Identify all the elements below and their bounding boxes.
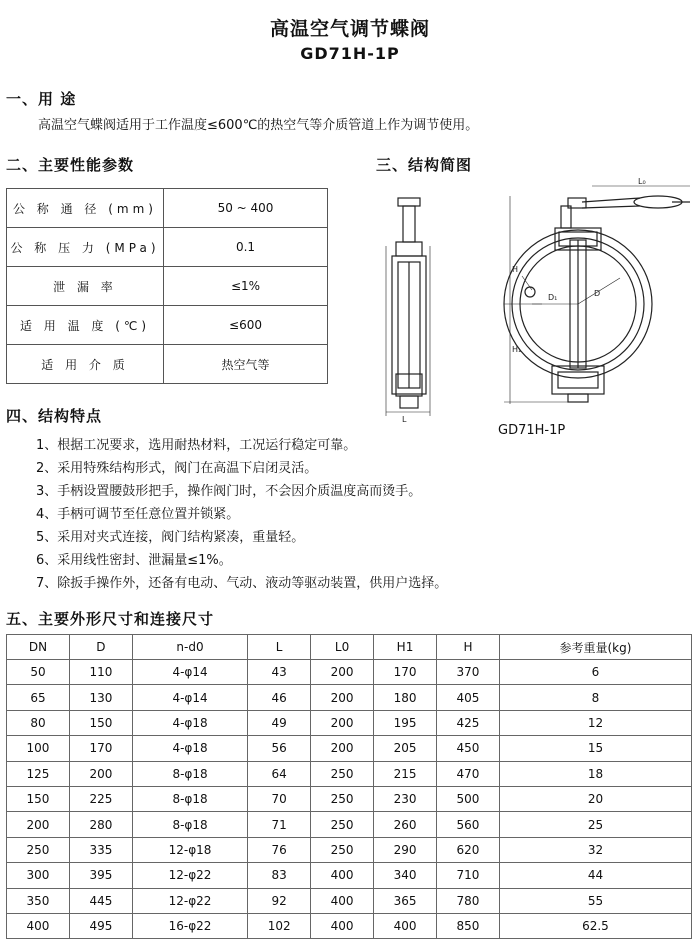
table-cell: 49: [248, 710, 311, 735]
table-cell: 18: [499, 761, 691, 786]
table-row: [7, 345, 328, 384]
table-cell: 560: [436, 812, 499, 837]
performance-table: [6, 188, 328, 384]
table-row: [7, 660, 692, 685]
feature-item: 5、采用对夹式连接，阀门结构紧凑，重量轻。: [36, 530, 305, 545]
feature-item: 6、采用线性密封、泄漏量≤1%。: [36, 553, 232, 568]
table-cell: 200: [311, 710, 374, 735]
table-cell: 125: [7, 761, 70, 786]
table-cell: 260: [374, 812, 437, 837]
column-header: 参考重量(kg): [499, 635, 691, 660]
table-cell: 400: [311, 888, 374, 913]
table-cell: 64: [248, 761, 311, 786]
table-cell: 12-φ18: [132, 837, 247, 862]
table-cell: 450: [436, 736, 499, 761]
table-cell: 200: [69, 761, 132, 786]
column-header: DN: [7, 635, 70, 660]
table-cell: 445: [69, 888, 132, 913]
dim-label-h: H: [512, 265, 519, 274]
parameter-label: 公 称 通 径 (mm): [7, 189, 164, 228]
column-header: L: [248, 635, 311, 660]
table-cell: 250: [311, 786, 374, 811]
table-cell: 170: [69, 736, 132, 761]
table-cell: 4-φ18: [132, 710, 247, 735]
table-cell: 365: [374, 888, 437, 913]
table-cell: 850: [436, 913, 499, 938]
table-cell: 500: [436, 786, 499, 811]
table-cell: 65: [7, 685, 70, 710]
table-row: [7, 189, 328, 228]
table-cell: 280: [69, 812, 132, 837]
parameter-value: 0.1: [164, 228, 328, 267]
feature-item: 1、根据工况要求，选用耐热材料，工况运行稳定可靠。: [36, 438, 357, 453]
table-cell: 780: [436, 888, 499, 913]
table-cell: 225: [69, 786, 132, 811]
table-cell: 340: [374, 863, 437, 888]
parameter-label: 适 用 温 度 (℃): [7, 306, 164, 345]
table-cell: 92: [248, 888, 311, 913]
parameter-value: ≤600: [164, 306, 328, 345]
parameter-label: 公 称 压 力 (MPa): [7, 228, 164, 267]
table-cell: 200: [7, 812, 70, 837]
table-cell: 400: [311, 913, 374, 938]
table-cell: 4-φ14: [132, 660, 247, 685]
table-cell: 195: [374, 710, 437, 735]
dimensions-table: [6, 634, 692, 939]
table-row: [7, 306, 328, 345]
table-row: [7, 710, 692, 735]
table-cell: 200: [311, 736, 374, 761]
parameter-value: 热空气等: [164, 345, 328, 384]
table-cell: 44: [499, 863, 691, 888]
section-heading-diagram: 三、结构简图: [376, 156, 473, 174]
parameter-label: 适 用 介 质: [7, 345, 164, 384]
table-cell: 76: [248, 837, 311, 862]
table-cell: 102: [248, 913, 311, 938]
table-cell: 25: [499, 812, 691, 837]
section-heading-dimensions: 五、主要外形尺寸和连接尺寸: [6, 610, 215, 628]
table-cell: 8-φ18: [132, 812, 247, 837]
table-cell: 46: [248, 685, 311, 710]
table-row: [7, 228, 328, 267]
parameter-value: 50 ~ 400: [164, 189, 328, 228]
table-cell: 32: [499, 837, 691, 862]
table-cell: 400: [7, 913, 70, 938]
table-cell: 12: [499, 710, 691, 735]
usage-text: 高温空气蝶阀适用于工作温度≤600℃的热空气等介质管道上作为调节使用。: [38, 118, 479, 133]
table-cell: 150: [7, 786, 70, 811]
table-cell: 20: [499, 786, 691, 811]
table-cell: 230: [374, 786, 437, 811]
section-heading-features: 四、结构特点: [6, 407, 103, 425]
table-row: [7, 267, 328, 306]
document-title: 高温空气调节蝶阀: [269, 18, 430, 40]
table-cell: 15: [499, 736, 691, 761]
table-cell: 50: [7, 660, 70, 685]
table-cell: 70: [248, 786, 311, 811]
section-heading-usage: 一、用 途: [6, 90, 77, 108]
section-heading-performance: 二、主要性能参数: [6, 156, 135, 174]
column-header: D: [69, 635, 132, 660]
table-cell: 80: [7, 710, 70, 735]
dim-label-d1: D₁: [548, 293, 558, 302]
table-cell: 56: [248, 736, 311, 761]
table-cell: 12-φ22: [132, 863, 247, 888]
table-cell: 62.5: [499, 913, 691, 938]
table-cell: 110: [69, 660, 132, 685]
table-row: [7, 837, 692, 862]
model-number: GD71H-1P: [300, 44, 400, 63]
table-cell: 620: [436, 837, 499, 862]
table-cell: 370: [436, 660, 499, 685]
dim-label-d: D: [594, 289, 601, 298]
dim-label-side-l: L: [402, 415, 407, 424]
table-cell: 250: [311, 761, 374, 786]
table-cell: 400: [311, 863, 374, 888]
table-cell: 215: [374, 761, 437, 786]
table-row: [7, 761, 692, 786]
table-cell: 250: [7, 837, 70, 862]
column-header: L0: [311, 635, 374, 660]
table-cell: 130: [69, 685, 132, 710]
table-cell: 150: [69, 710, 132, 735]
table-row: [7, 913, 692, 938]
table-cell: 55: [499, 888, 691, 913]
table-cell: 200: [311, 685, 374, 710]
table-cell: 4-φ14: [132, 685, 247, 710]
table-cell: 170: [374, 660, 437, 685]
table-cell: 8: [499, 685, 691, 710]
table-cell: 6: [499, 660, 691, 685]
table-cell: 8-φ18: [132, 786, 247, 811]
diagram-caption: GD71H-1P: [498, 423, 566, 438]
table-cell: 205: [374, 736, 437, 761]
table-cell: 16-φ22: [132, 913, 247, 938]
dim-label-l: L₀: [638, 177, 646, 186]
table-cell: 290: [374, 837, 437, 862]
column-header: H: [436, 635, 499, 660]
table-row: [7, 786, 692, 811]
table-cell: 335: [69, 837, 132, 862]
table-row: [7, 888, 692, 913]
structure-diagram: [372, 176, 694, 426]
feature-item: 2、采用特殊结构形式，阀门在高温下启闭灵活。: [36, 461, 318, 476]
dim-label-h1: H₁: [512, 345, 522, 354]
table-row: [7, 812, 692, 837]
table-cell: 4-φ18: [132, 736, 247, 761]
column-header: H1: [374, 635, 437, 660]
table-row: [7, 736, 692, 761]
side-view-drawing: [386, 198, 430, 416]
table-row: [7, 863, 692, 888]
table-cell: 470: [436, 761, 499, 786]
feature-item: 3、手柄设置腰鼓形把手，操作阀门时，不会因介质温度高而烫手。: [36, 484, 422, 499]
parameter-value: ≤1%: [164, 267, 328, 306]
feature-item: 7、除扳手操作外，还备有电动、气动、液动等驱动装置，供用户选择。: [36, 576, 448, 591]
table-cell: 250: [311, 837, 374, 862]
table-cell: 395: [69, 863, 132, 888]
table-cell: 425: [436, 710, 499, 735]
table-cell: 300: [7, 863, 70, 888]
table-cell: 43: [248, 660, 311, 685]
table-cell: 250: [311, 812, 374, 837]
table-cell: 180: [374, 685, 437, 710]
table-cell: 12-φ22: [132, 888, 247, 913]
table-row: [7, 685, 692, 710]
table-cell: 200: [311, 660, 374, 685]
table-cell: 83: [248, 863, 311, 888]
table-cell: 495: [69, 913, 132, 938]
table-cell: 71: [248, 812, 311, 837]
table-cell: 710: [436, 863, 499, 888]
table-cell: 400: [374, 913, 437, 938]
column-header: n-d0: [132, 635, 247, 660]
table-cell: 8-φ18: [132, 761, 247, 786]
parameter-label: 泄 漏 率: [7, 267, 164, 306]
table-header-row: [7, 635, 692, 660]
feature-item: 4、手柄可调节至任意位置并锁紧。: [36, 507, 240, 522]
table-cell: 350: [7, 888, 70, 913]
table-cell: 405: [436, 685, 499, 710]
table-cell: 100: [7, 736, 70, 761]
